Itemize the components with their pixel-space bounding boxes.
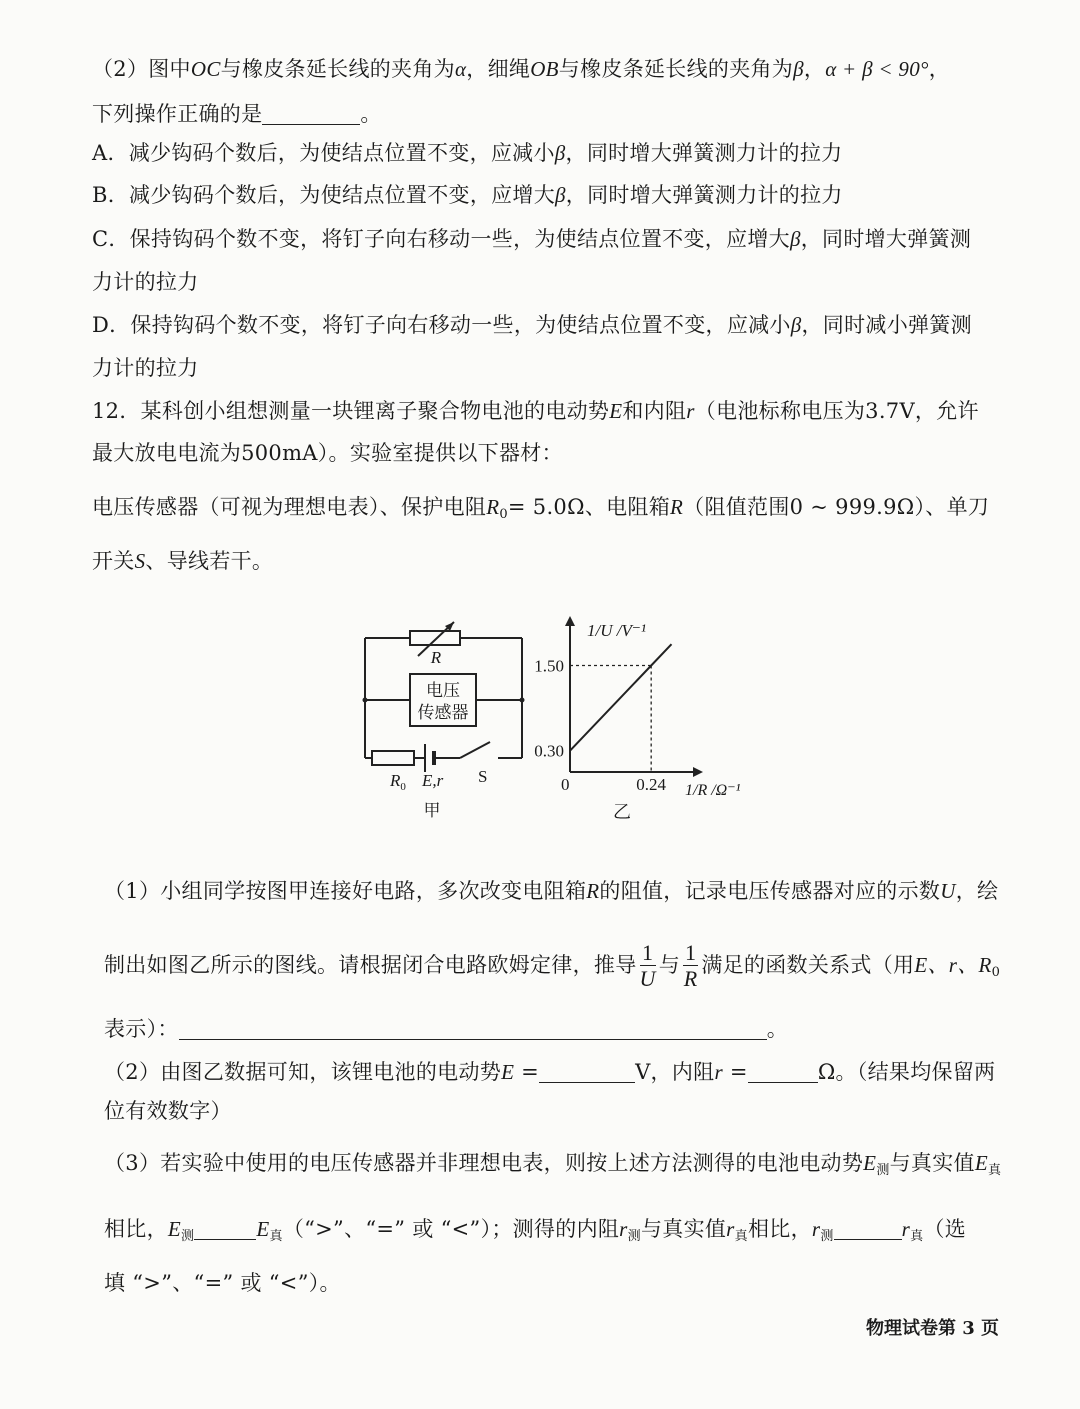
numerator: 1 bbox=[640, 941, 656, 966]
text: 。 bbox=[766, 1017, 789, 1041]
math-r: r bbox=[714, 1060, 723, 1084]
resistor-box-R0 bbox=[372, 751, 414, 765]
math-OB: OB bbox=[530, 57, 559, 81]
text: D．保持钩码个数不变，将钉子向右移动一些，为使结点位置不变，应减小 bbox=[92, 313, 791, 337]
text: 电压传感器（可视为理想电表）、保护电阻 bbox=[92, 495, 487, 519]
text: B．减少钩码个数后，为使结点位置不变，应增大 bbox=[92, 183, 556, 207]
text: 0 ~ 999.9Ω bbox=[789, 495, 915, 519]
text: （选 bbox=[923, 1217, 967, 1241]
option-c-cont bbox=[92, 267, 199, 297]
option-d-cont bbox=[92, 353, 199, 383]
text: 开关 bbox=[92, 549, 135, 573]
text: （电池标称电压为3.7V，允许 bbox=[694, 399, 979, 423]
option-c bbox=[92, 224, 971, 254]
math-beta: β bbox=[554, 141, 566, 165]
text: ）、单刀 bbox=[914, 495, 990, 519]
caption-jia: 甲 bbox=[423, 801, 441, 821]
math-S: S bbox=[134, 549, 146, 573]
text: 下列操作正确的是 bbox=[92, 102, 263, 126]
text: ， bbox=[928, 57, 951, 81]
text: 、电阻箱 bbox=[584, 495, 671, 519]
page-footer: 物理试卷第 3 页 bbox=[866, 1318, 1000, 1339]
text: 和内阻 bbox=[622, 399, 687, 423]
answer-blank-E-compare[interactable] bbox=[194, 1217, 256, 1240]
text: A．减少钩码个数后，为使结点位置不变，应减小 bbox=[92, 141, 555, 165]
graph-yi bbox=[525, 612, 765, 827]
x-tick-label: 0.24 bbox=[636, 775, 667, 794]
text: ，细绳 bbox=[466, 57, 531, 81]
text: 与橡皮条延长线的夹角为 bbox=[220, 57, 455, 81]
math-beta: β bbox=[789, 227, 801, 251]
text: 12．某科创小组想测量一块锂离子聚合物电池的电动势 bbox=[92, 399, 610, 423]
math-E-r: E、r、 bbox=[914, 953, 979, 977]
q11-2-line1 bbox=[92, 54, 950, 84]
sub1-line2 bbox=[104, 938, 1000, 1000]
label-Er: E,r bbox=[422, 771, 444, 790]
math-E: E bbox=[167, 1217, 182, 1241]
subscript: 真 bbox=[269, 1229, 283, 1244]
answer-blank-formula[interactable] bbox=[179, 1017, 767, 1040]
x-axis-arrow-icon bbox=[693, 767, 703, 777]
text: ，同时增大弹簧测力计的拉力 bbox=[565, 141, 843, 165]
text: 与真实值 bbox=[889, 1151, 975, 1175]
y-axis-arrow-icon bbox=[565, 616, 575, 626]
sub1-line3 bbox=[104, 1014, 788, 1044]
text: （3）若实验中使用的电压传感器并非理想电表，则按上述方法测得的电池电动势 bbox=[104, 1151, 864, 1175]
math-beta: β bbox=[555, 183, 566, 207]
text: V，内阻 bbox=[635, 1060, 715, 1084]
text: 与真实值 bbox=[640, 1217, 727, 1241]
math-R: R bbox=[670, 495, 684, 519]
text: 与 bbox=[658, 953, 681, 977]
math-r: r bbox=[901, 1217, 911, 1241]
text: 与橡皮条延长线的夹角为 bbox=[558, 57, 794, 81]
math-r: r bbox=[726, 1217, 735, 1241]
fraction-1-over-R bbox=[683, 941, 698, 992]
math-r: r bbox=[619, 1217, 628, 1241]
label-R: R bbox=[430, 648, 442, 667]
math-E: E bbox=[501, 1060, 515, 1084]
sub3-line3 bbox=[104, 1268, 341, 1298]
sensor-label-1: 电压 bbox=[426, 681, 460, 701]
option-b bbox=[92, 180, 843, 210]
text: = 5.0Ω bbox=[507, 495, 585, 519]
data-line bbox=[570, 644, 672, 751]
text: 力计的拉力 bbox=[92, 270, 199, 294]
y-tick-label: 1.50 bbox=[534, 656, 564, 676]
answer-blank-E[interactable] bbox=[539, 1060, 635, 1083]
math-R0: R bbox=[486, 495, 500, 519]
option-a bbox=[92, 138, 842, 168]
subscript: 0 bbox=[991, 965, 1001, 980]
math-R0: R bbox=[978, 953, 992, 977]
origin-label: 0 bbox=[561, 775, 570, 794]
option-d bbox=[92, 310, 972, 340]
text: 。 bbox=[360, 102, 382, 126]
junction-dot bbox=[363, 698, 368, 703]
sub2-line2 bbox=[104, 1096, 232, 1126]
math-E: E bbox=[256, 1217, 270, 1241]
q12-intro-line1 bbox=[92, 396, 979, 426]
text: 最大放电电流为500mA）。实验室提供以下器材： bbox=[92, 441, 563, 465]
sub3-line1 bbox=[104, 1148, 1001, 1186]
subscript: 真 bbox=[734, 1229, 748, 1244]
math-U: U bbox=[940, 879, 956, 903]
y-axis-label: 1/U /V⁻¹ bbox=[587, 621, 646, 640]
text: （阻值范围 bbox=[683, 495, 790, 519]
sub1-line1 bbox=[104, 876, 998, 906]
math-beta: β bbox=[790, 313, 802, 337]
math-R: R bbox=[586, 879, 600, 903]
text: 填 “>”、“=” 或 “<”）。 bbox=[104, 1271, 341, 1295]
switch-blade bbox=[460, 742, 490, 758]
sensor-label-2: 传感器 bbox=[417, 703, 469, 723]
denominator: U bbox=[639, 966, 656, 991]
denominator: R bbox=[683, 966, 698, 991]
text: 表示）： bbox=[104, 1017, 179, 1041]
math-E: E bbox=[609, 399, 623, 423]
text: = bbox=[514, 1060, 540, 1084]
math-condition: α + β < 90° bbox=[825, 57, 929, 81]
text: 的阻值，记录电压传感器对应的示数 bbox=[599, 879, 941, 903]
subscript: 测 bbox=[820, 1229, 834, 1244]
text: = bbox=[722, 1060, 748, 1084]
x-axis-label: 1/R /Ω⁻¹ bbox=[685, 782, 741, 799]
text: （“>”、“=” 或 “<”）；测得的内阻 bbox=[282, 1217, 620, 1241]
math-beta: β bbox=[793, 57, 804, 81]
text: 位有效数字） bbox=[104, 1099, 232, 1123]
answer-blank-r-compare[interactable] bbox=[834, 1217, 902, 1240]
q12-materials-line2 bbox=[92, 546, 273, 576]
sub2-line1 bbox=[104, 1057, 995, 1087]
math-E: E bbox=[863, 1151, 877, 1175]
resistor-box-R bbox=[410, 631, 460, 645]
subscript: 真 bbox=[910, 1229, 924, 1244]
q11-2-line2 bbox=[92, 99, 382, 129]
text: C．保持钩码个数不变，将钉子向右移动一些，为使结点位置不变，应增大 bbox=[92, 227, 790, 251]
label-S: S bbox=[478, 767, 488, 786]
fraction-1-over-U bbox=[640, 941, 656, 992]
text: （2）由图乙数据可知，该锂电池的电动势 bbox=[104, 1060, 502, 1084]
answer-blank-r[interactable] bbox=[748, 1060, 818, 1083]
subscript: 真 bbox=[987, 1163, 1002, 1178]
q12-materials-line1 bbox=[92, 492, 989, 530]
label-R0: $R_0$ bbox=[390, 771, 406, 793]
answer-blank[interactable] bbox=[262, 102, 360, 125]
subscript: 测 bbox=[876, 1163, 890, 1178]
q12-intro-line2 bbox=[92, 438, 563, 468]
y-tick-label: 0.30 bbox=[534, 741, 564, 761]
caption-yi: 乙 bbox=[613, 802, 631, 823]
text: Ω。（结果均保留两 bbox=[817, 1060, 996, 1084]
text: （1）小组同学按图甲连接好电路，多次改变电阻箱 bbox=[104, 879, 587, 903]
circuit-diagram bbox=[350, 618, 540, 828]
math-E: E bbox=[974, 1151, 988, 1175]
text: 制出如图乙所示的图线。请根据闭合电路欧姆定律，推导 bbox=[104, 953, 637, 977]
sub3-line2 bbox=[104, 1214, 966, 1252]
text: 力计的拉力 bbox=[92, 356, 199, 380]
math-r: r bbox=[686, 399, 695, 423]
junction-dot bbox=[520, 698, 525, 703]
subscript: 测 bbox=[181, 1229, 195, 1244]
math-alpha: α bbox=[454, 57, 467, 81]
subscript: 测 bbox=[627, 1229, 641, 1244]
subscript: 0 bbox=[499, 507, 508, 522]
text: ，同时增大弹簧测 bbox=[800, 227, 972, 251]
text: ，同时增大弹簧测力计的拉力 bbox=[565, 183, 843, 207]
text: 、导线若干。 bbox=[145, 549, 274, 573]
text: 相比， bbox=[747, 1217, 812, 1241]
numerator: 1 bbox=[685, 940, 697, 965]
text: ，同时减小弹簧测 bbox=[801, 313, 972, 337]
text: ，绘 bbox=[955, 879, 999, 903]
text: ， bbox=[803, 57, 826, 81]
text: 相比， bbox=[104, 1217, 168, 1241]
math-OC: OC bbox=[190, 57, 221, 81]
math-r: r bbox=[811, 1217, 821, 1241]
text: （2）图中 bbox=[92, 57, 191, 81]
text: 满足的函数关系式（用 bbox=[701, 953, 915, 977]
